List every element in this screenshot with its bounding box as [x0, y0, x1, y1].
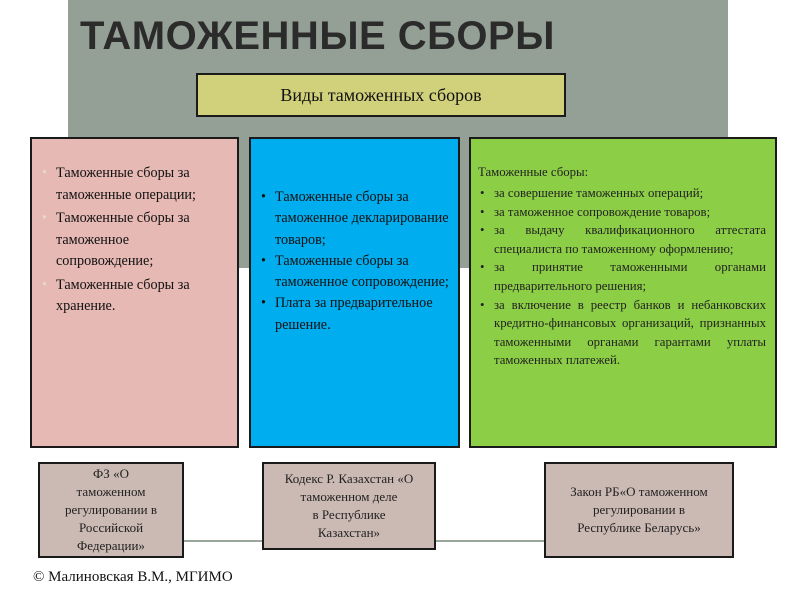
law-line: таможенном деле [300, 489, 398, 504]
copyright-footer: © Малиновская В.М., МГИМО [33, 569, 233, 585]
law-line: Республике Беларусь» [577, 520, 701, 535]
green-column [469, 137, 777, 448]
law-line: Казахстан» [317, 525, 381, 540]
law-text [65, 465, 157, 555]
pink-column [30, 137, 239, 448]
law-box-russia [38, 462, 184, 558]
law-line: в Республике [312, 507, 386, 522]
blue-column [249, 137, 460, 448]
list-item: • Таможенные сборы за таможенное сопровождение; [42, 208, 227, 273]
list-item: • за совершение таможенных операций; [478, 184, 766, 203]
list-item: • Таможенные сборы за хранение. [42, 275, 227, 318]
list-item: • Таможенные сборы за таможенное декларирование товаров; [261, 187, 450, 251]
list-item: • Таможенные сборы за таможенное сопровождение; [261, 251, 450, 294]
law-line: ФЗ «О [93, 466, 129, 481]
list-item: • за включение в реестр банков и небанковских кредитно-финансовых организаций, признанных таможенными органами гарантами уплаты таможенных платежей. [478, 296, 766, 370]
law-line: регулировании в [593, 502, 685, 517]
list-item: • за таможенное сопровождение товаров; [478, 203, 766, 222]
law-line: регулировании в [65, 502, 157, 517]
law-line: Российской [78, 520, 144, 535]
subtitle-box [196, 73, 566, 117]
law-text [285, 470, 413, 542]
green-heading: Таможенные сборы: [478, 165, 589, 179]
subtitle-text: Виды таможенных сборов [280, 84, 482, 105]
slide-title: ТАМОЖЕННЫЕ СБОРЫ [80, 14, 555, 58]
law-box-belarus [544, 462, 734, 558]
law-line: таможенном [76, 484, 146, 499]
green-list [478, 184, 766, 370]
list-item: • Таможенные сборы за таможенные операции; [42, 163, 227, 206]
law-line: Федерации» [77, 538, 145, 553]
law-box-kazakhstan [262, 462, 436, 550]
blue-list [261, 187, 450, 336]
list-item: • за выдачу квалификационного аттестата специалиста по таможенному оформлению; [478, 221, 766, 258]
pink-list [42, 163, 227, 320]
list-item: • Плата за предварительное решение. [261, 293, 450, 336]
list-item: • за принятие таможенными органами предварительного решения; [478, 258, 766, 295]
law-text [570, 483, 707, 537]
law-line: Закон РБ«О таможенном [570, 484, 708, 499]
law-line: Кодекс Р. Казахстан «О [284, 471, 414, 486]
